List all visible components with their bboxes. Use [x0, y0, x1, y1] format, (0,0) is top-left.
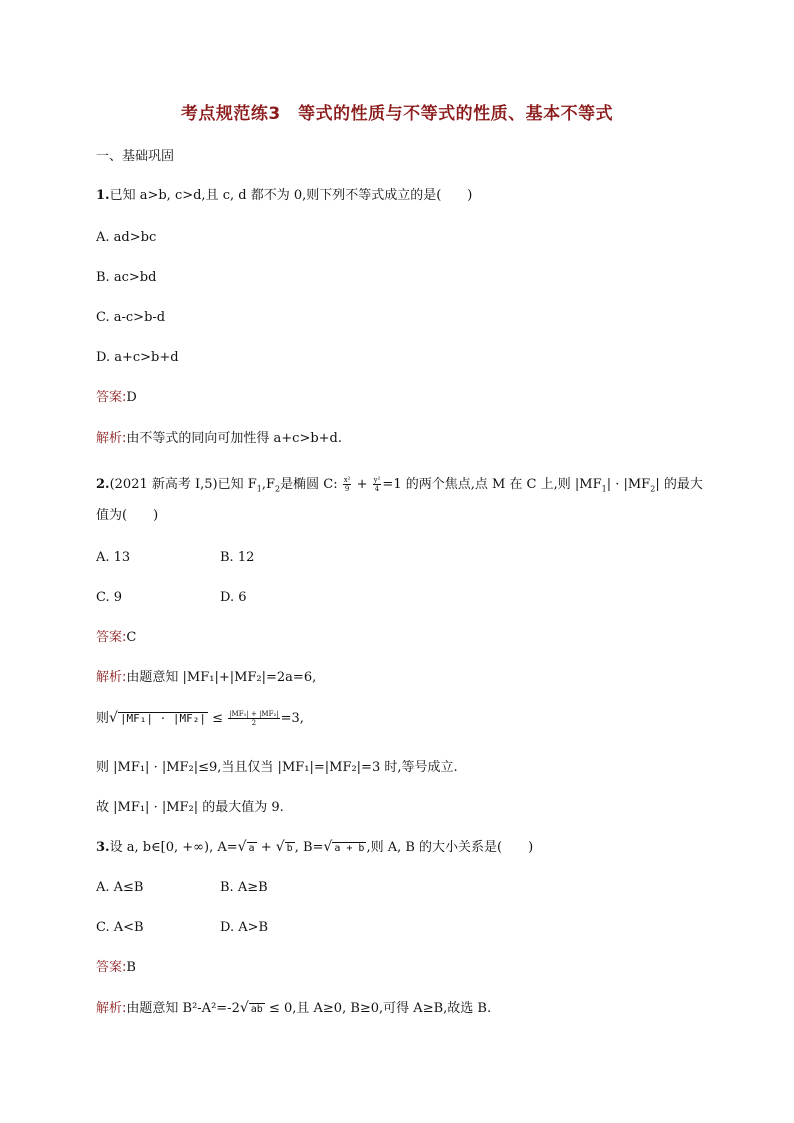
analysis-text: 由不等式的同向可加性得 a+c>b+d. — [126, 431, 343, 446]
question-2-stem: 2.(2021 新高考 Ⅰ,5)已知 $F_1,F_2$是椭圆 C: $\frac{\text{x²}}{9}$ + $\frac{\text{y²}}{4}$ =1 的两个焦点,点 M 在 C 上,则 $|MF_1| \cdot |MF_2|$ 的最大 — [96, 476, 703, 494]
question-3-stem: 3.设 a, b∈[0, +∞), A=√ a + √ b , B=√ a + b ,则 A, B 的大小关系是( ) — [96, 839, 534, 855]
sqrt-a-plus-b: a + b — [334, 843, 365, 854]
answer-label: 答案: — [96, 630, 127, 645]
answer-value: C — [126, 630, 137, 645]
q1-answer — [96, 389, 137, 407]
fraction-y2-over-4: $\frac{\text{y²}}{4}$ — [373, 476, 381, 493]
question-2-stem-line2: 值为( ) — [96, 508, 159, 523]
question-number: 3. — [96, 840, 110, 855]
question-text: 已知 a>b, c>d,且 c, d 都不为 0,则下列不等式成立的是( ) — [109, 188, 473, 203]
question-text: =1 的两个焦点,点 M 在 C 上,则 |MF — [382, 477, 602, 492]
q3-option-d: D. A>B — [220, 920, 269, 935]
q1-option-b: B. ac>bd — [96, 270, 157, 285]
q3-option-a: A. A≤B — [96, 880, 144, 895]
q2-answer — [96, 629, 136, 647]
fraction-x2-over-9: $\frac{\text{x²}}{9}$ — [343, 476, 351, 493]
fraction-sum-over-2: $\frac{\text{|MF₁| + |MF₂|}}{2}$ — [229, 710, 279, 727]
analysis-text: 由题意知 |MF₁|+|MF₂|=2a=6, — [126, 670, 317, 685]
q2-analysis-line3: 则 |MF₁| · |MF₂|≤9,当且仅当 |MF₁|=|MF₂|=3 时,等号成立. — [96, 760, 458, 775]
q3-analysis: 解析:由题意知 B²-A²=-2√ ab ≤ 0,且 A≥0, B≥0,可得 A≥B,故选 B. — [96, 1000, 492, 1016]
page-title: 考点规范练3 等式的性质与不等式的性质、基本不等式 — [180, 104, 614, 124]
sqrt-ab: ab — [250, 1004, 263, 1015]
analysis-text: 则 — [96, 711, 110, 726]
q1-option-d: D. a+c>b+d — [96, 350, 179, 365]
analysis-label: 解析: — [96, 1001, 127, 1016]
question-text: 设 a, b∈[0, +∞), A= — [109, 840, 238, 855]
section-heading: 一、基础巩固 — [96, 149, 175, 164]
analysis-text: ≤ 0,且 A≥0, B≥0,可得 A≥B,故选 B. — [268, 1001, 492, 1016]
q2-analysis-line2: 则√ |MF₁| · |MF₂| ≤ $\frac{\text{|MF₁| + |MF₂|}}{2}$ =3, — [96, 710, 304, 727]
answer-label: 答案: — [96, 960, 127, 975]
sqrt-b: b — [286, 843, 293, 854]
question-text: 是椭圆 C: — [280, 477, 338, 492]
q2-option-d: D. 6 — [220, 590, 247, 605]
q3-answer — [96, 959, 136, 977]
question-number: 1. — [96, 188, 110, 203]
question-text: | 的最大 — [655, 477, 703, 492]
analysis-text: 由题意知 B²-A²=-2 — [126, 1001, 240, 1016]
q2-analysis-line4: 故 |MF₁| · |MF₂| 的最大值为 9. — [96, 800, 284, 815]
q1-analysis — [96, 430, 342, 448]
q1-option-c: C. a-c>b-d — [96, 310, 166, 325]
q2-option-c: C. 9 — [96, 590, 123, 605]
q1-option-a: A. ad>bc — [96, 230, 157, 245]
analysis-label: 解析: — [96, 431, 127, 446]
analysis-text: =3, — [280, 711, 304, 726]
question-1-stem — [96, 187, 472, 205]
question-number: 2. — [96, 477, 110, 492]
question-text: (2021 新高考 Ⅰ,5)已知 F — [109, 477, 257, 492]
sqrt-a: a — [248, 843, 255, 854]
answer-label: 答案: — [96, 390, 127, 405]
answer-value: B — [126, 960, 136, 975]
sqrt-expression: |MF₁| · |MF₂| — [119, 712, 207, 725]
analysis-label: 解析: — [96, 670, 127, 685]
question-text: , B= — [294, 840, 324, 855]
answer-value: D — [126, 390, 137, 405]
q3-option-b: B. A≥B — [220, 880, 268, 895]
q2-option-b: B. 12 — [220, 550, 255, 565]
q2-analysis-line1 — [96, 669, 316, 687]
question-text: ,则 A, B 的大小关系是( ) — [366, 840, 534, 855]
q3-option-c: C. A<B — [96, 920, 144, 935]
q2-option-a: A. 13 — [96, 550, 131, 565]
